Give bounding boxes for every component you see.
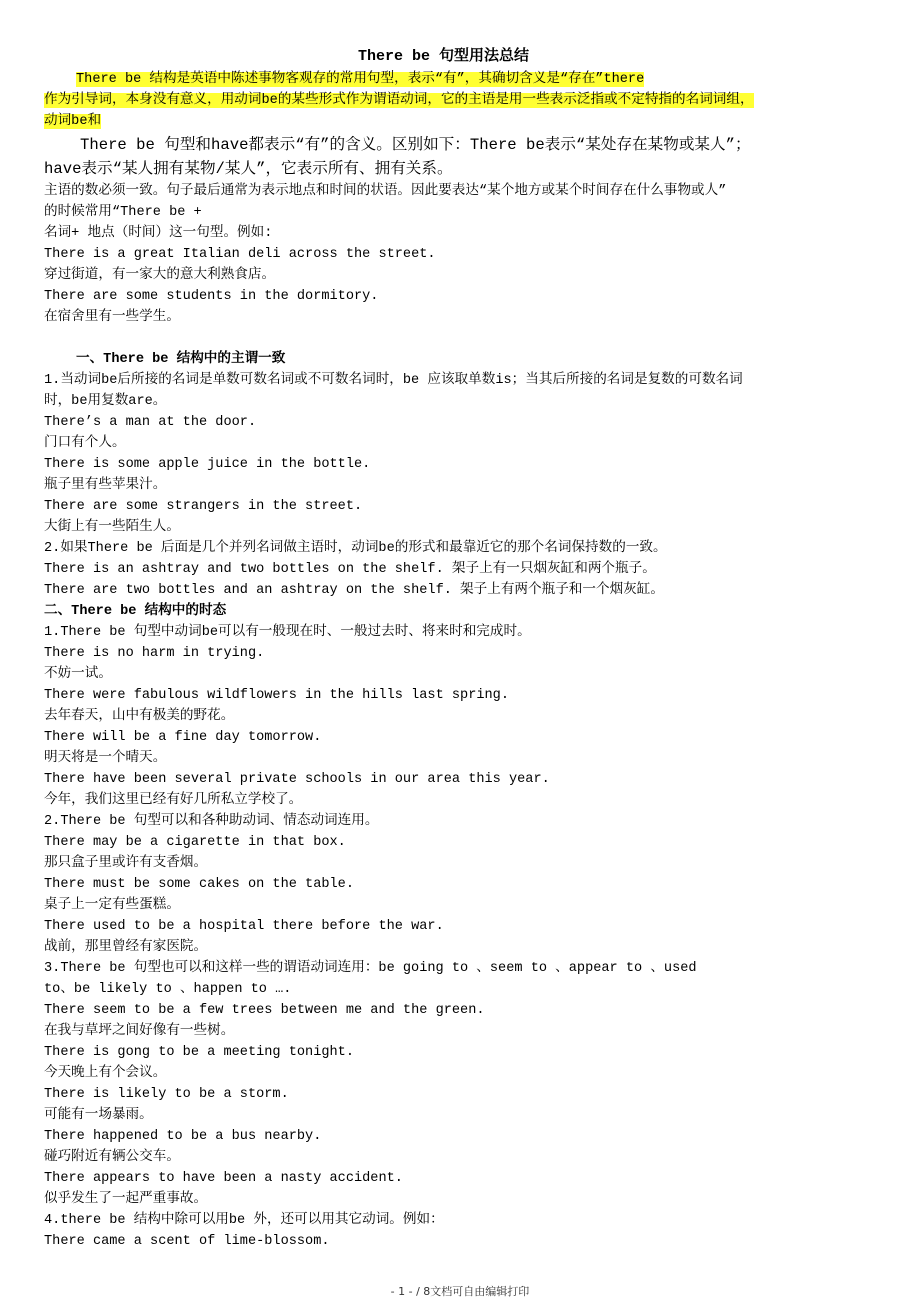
text-line: There is no harm in trying.	[44, 646, 265, 661]
text-line: There have been several private schools in our area this year.	[44, 772, 550, 787]
text-line: 4.there be 结构中除可以用be 外，还可以用其它动词。例如：	[44, 1213, 444, 1228]
text-line: 在我与草坪之间好像有一些树。	[44, 1024, 235, 1039]
section-1-heading: 一、There be 结构中的主谓一致	[76, 352, 286, 367]
highlighted-text: 动词be和	[44, 114, 102, 129]
text-line: 名词+ 地点（时间）这一句型。例如:	[44, 226, 273, 241]
text-line: There were fabulous wildflowers in the hills last spring.	[44, 688, 509, 703]
text-line: There happened to be a bus nearby.	[44, 1129, 322, 1144]
text-line: There is likely to be a storm.	[44, 1087, 289, 1102]
text-line: 不妨一试。	[44, 667, 112, 682]
text-line: 今年，我们这里已经有好几所私立学校了。	[44, 793, 303, 808]
text-line: 1.There be 句型中动词be可以有一般现在时、一般过去时、将来时和完成时。	[44, 625, 531, 640]
text-line: There must be some cakes on the table.	[44, 877, 354, 892]
text-line: 瓶子里有些苹果汁。	[44, 478, 167, 493]
text-line: 时，be用复数are。	[44, 394, 167, 409]
text-line: 的时候常用“There be +	[44, 205, 202, 220]
text-line: 似乎发生了一起严重事故。	[44, 1192, 208, 1207]
text-line: There’s a man at the door.	[44, 415, 257, 430]
text-line: 战前，那里曾经有家医院。	[44, 940, 208, 955]
text-line: 门口有个人。	[44, 436, 126, 451]
text-line: 桌子上一定有些蛋糕。	[44, 898, 180, 913]
section-2-heading: 二、There be 结构中的时态	[44, 604, 227, 619]
compare-line-2: have表示“某人拥有某物/某人”，它表示所有、拥有关系。	[44, 160, 453, 178]
text-line: 2.There be 句型可以和各种助动词、情态动词连用。	[44, 814, 379, 829]
text-line: 那只盒子里或许有支香烟。	[44, 856, 208, 871]
text-line: There is an ashtray and two bottles on the shelf. 架子上有一只烟灰缸和两个瓶子。	[44, 562, 656, 577]
text-line: There is gong to be a meeting tonight.	[44, 1045, 354, 1060]
text-line: 今天晚上有个会议。	[44, 1066, 167, 1081]
text-line: There seem to be a few trees between me and the green.	[44, 1003, 485, 1018]
text-line: There is a great Italian deli across the street.	[44, 247, 436, 262]
text-line: 大街上有一些陌生人。	[44, 520, 180, 535]
intro-line-3	[44, 111, 101, 132]
highlighted-text: 作为引导词，本身没有意义，用动词be的某些形式作为谓语动词，它的主语是用一些表示泛指或不定特指的名词词组，	[44, 93, 754, 108]
text-line: There is some apple juice in the bottle.	[44, 457, 371, 472]
page-title: There be 句型用法总结	[358, 48, 530, 65]
highlighted-text: There be 结构是英语中陈述事物客观存的常用句型，表示“有”，其确切含义是“存在”there	[76, 72, 645, 87]
intro-line-2	[44, 90, 754, 111]
text-line: There may be a cigarette in that box.	[44, 835, 346, 850]
intro-line-1	[76, 69, 644, 90]
text-line: There appears to have been a nasty accident.	[44, 1171, 403, 1186]
page-footer: - 1 - / 8文档可自由编辑打印	[390, 1285, 530, 1298]
text-line: 碰巧附近有辆公交车。	[44, 1150, 180, 1165]
text-line: 3.There be 句型也可以和这样一些的谓语动词连用：be going to 、seem to 、appear to 、used	[44, 961, 697, 976]
text-line: There used to be a hospital there before the war.	[44, 919, 444, 934]
compare-line-1: There be 句型和have都表示“有”的含义。区别如下：There be表示“某处存在某物或某人”；	[80, 136, 751, 154]
text-line: 主语的数必须一致。句子最后通常为表示地点和时间的状语。因此要表达“某个地方或某个时间存在什么事物或人”	[44, 184, 727, 199]
text-line: 穿过街道，有一家大的意大利熟食店。	[44, 268, 276, 283]
text-line: There are two bottles and an ashtray on the shelf. 架子上有两个瓶子和一个烟灰缸。	[44, 583, 664, 598]
text-line: to、be likely to 、happen to ….	[44, 982, 292, 997]
text-line: There are some strangers in the street.	[44, 499, 363, 514]
text-line: 可能有一场暴雨。	[44, 1108, 153, 1123]
text-line: There are some students in the dormitory.	[44, 289, 379, 304]
text-line: 在宿舍里有一些学生。	[44, 310, 180, 325]
text-line: 1.当动词be后所接的名词是单数可数名词或不可数名词时，be 应该取单数is；当其后所接的名词是复数的可数名词	[44, 373, 743, 388]
text-line: 去年春天，山中有极美的野花。	[44, 709, 235, 724]
text-line: 2.如果There be 后面是几个并列名词做主语时，动词be的形式和最靠近它的那个名词保持数的一致。	[44, 541, 667, 556]
text-line: There came a scent of lime-blossom.	[44, 1234, 330, 1249]
text-line: 明天将是一个晴天。	[44, 751, 167, 766]
text-line: There will be a fine day tomorrow.	[44, 730, 322, 745]
